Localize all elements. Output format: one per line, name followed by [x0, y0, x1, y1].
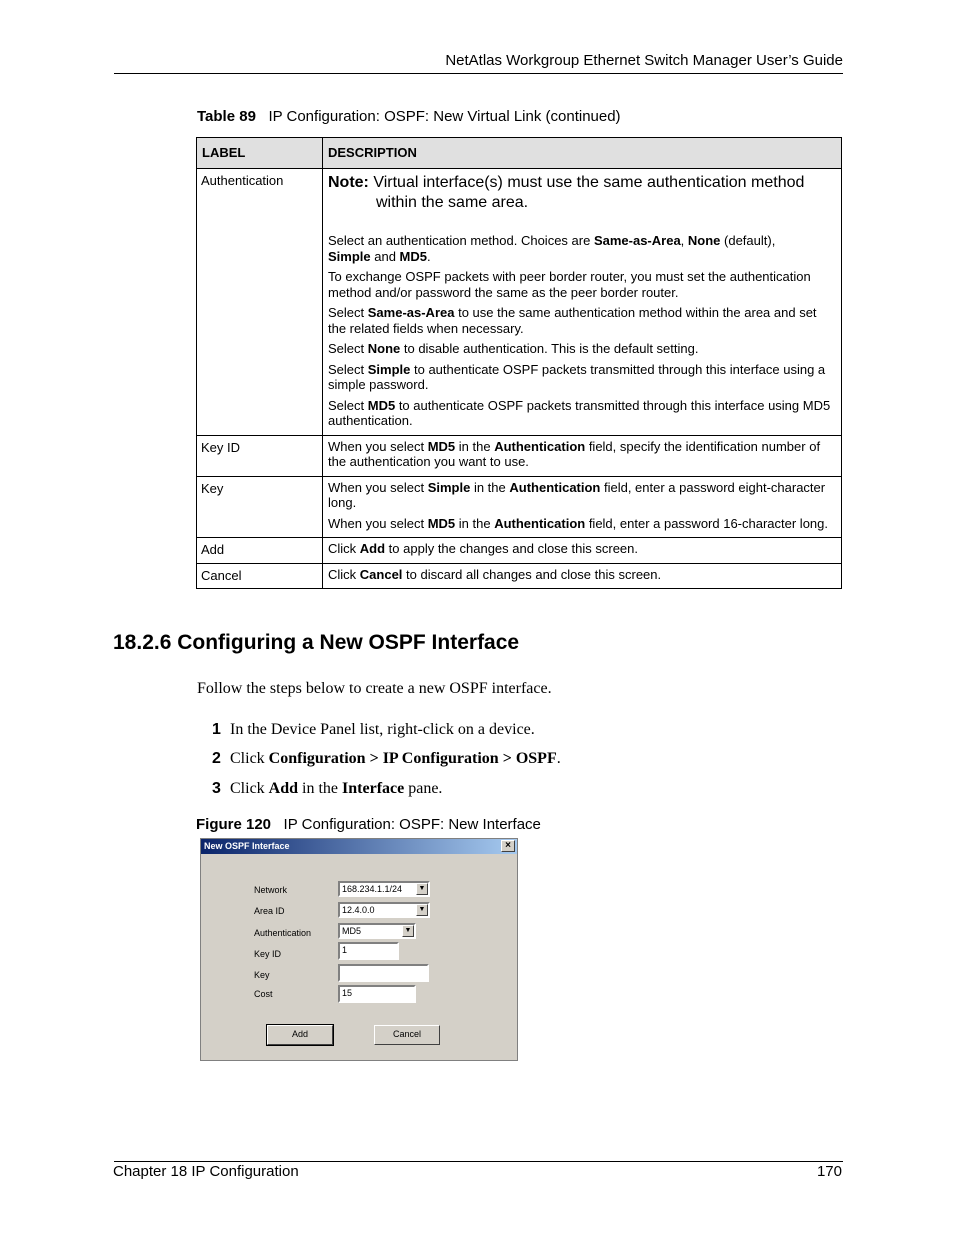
- step-item: [212, 780, 442, 798]
- bold-term: MD5: [367, 397, 396, 413]
- text: Select an authentication method. Choices are: [328, 233, 594, 248]
- paragraph: [328, 567, 836, 583]
- key-input[interactable]: [338, 964, 429, 982]
- text: in the: [455, 515, 495, 531]
- step-text: pane.: [404, 780, 443, 797]
- bold-term: Simple: [328, 248, 371, 264]
- step-number: 2: [212, 750, 221, 767]
- bold-term: Add: [268, 780, 299, 797]
- text: to use the same authentication method within the area and set the related fields when necessary.: [328, 305, 817, 336]
- new-ospf-interface-dialog: [200, 838, 518, 1061]
- cost-label: Cost: [254, 989, 273, 999]
- paragraph: [328, 480, 836, 511]
- figure-caption: [196, 816, 541, 833]
- text: When you select: [328, 479, 428, 495]
- text: to discard all changes and close this screen.: [402, 566, 662, 582]
- table-caption: [197, 108, 621, 125]
- key-label: Key: [254, 970, 270, 980]
- page-number: 170: [816, 1163, 842, 1180]
- text: to authenticate OSPF packets transmitted through this interface using a simple password.: [328, 361, 826, 392]
- note-text: Virtual interface(s) must use the same authentication method: [373, 174, 805, 191]
- authentication-value: MD5: [342, 926, 362, 936]
- table-row-key: [197, 476, 842, 538]
- note: [328, 173, 836, 213]
- bold-term: MD5: [427, 515, 456, 531]
- step-item: [212, 721, 535, 739]
- row-label: Cancel: [197, 563, 323, 589]
- bold-term: MD5: [399, 248, 427, 264]
- bold-term: Add: [359, 541, 386, 556]
- bold-term: Authentication: [509, 479, 601, 495]
- row-description: [323, 169, 842, 436]
- text: Select: [328, 305, 368, 320]
- authentication-label: Authentication: [254, 928, 312, 938]
- table-header-row: [197, 138, 842, 169]
- bold-term: Authentication: [494, 438, 586, 454]
- text: to disable authentication. This is the default setting.: [400, 341, 699, 356]
- paragraph: [328, 305, 836, 336]
- figure-title: IP Configuration: OSPF: New Interface: [283, 816, 541, 833]
- paragraph: [328, 516, 836, 532]
- dialog-titlebar[interactable]: [201, 839, 517, 854]
- network-dropdown[interactable]: [338, 881, 430, 897]
- add-button[interactable]: Add: [267, 1025, 333, 1045]
- key-id-input[interactable]: 1: [338, 942, 399, 960]
- row-label: Key ID: [197, 435, 323, 476]
- text: field, specify the identification number of the authentication you want to use.: [328, 438, 821, 469]
- row-label: Key: [197, 476, 323, 538]
- table-row-add: [197, 538, 842, 564]
- step-text: In the Device Panel list, right-click on a device.: [230, 721, 535, 738]
- description-table: [196, 137, 842, 589]
- step-number: 3: [212, 780, 221, 797]
- bold-term: None: [367, 341, 401, 356]
- header-rule: [114, 73, 843, 74]
- table-row-cancel: [197, 563, 842, 589]
- bold-term: Interface: [342, 780, 405, 797]
- bold-term: Simple: [367, 361, 411, 377]
- text: ,: [680, 233, 688, 248]
- bold-term: Cancel: [359, 566, 403, 582]
- cost-input[interactable]: 15: [338, 985, 416, 1003]
- row-label: Add: [197, 538, 323, 564]
- bold-term: MD5: [427, 438, 456, 454]
- text: and: [370, 248, 400, 264]
- row-description: [323, 538, 842, 564]
- chevron-down-icon[interactable]: ▼: [416, 904, 428, 916]
- paragraph: [328, 362, 836, 393]
- bold-term: Same-as-Area: [367, 305, 455, 320]
- paragraph: To exchange OSPF packets with peer border router, you must set the authentication method and/or password the same as the peer border router.: [328, 269, 811, 300]
- table-number: Table 89: [197, 108, 256, 125]
- footer-rule: [114, 1161, 843, 1162]
- intro-paragraph: Follow the steps below to create a new OSPF interface.: [197, 680, 552, 697]
- bold-term: Configuration > IP Configuration > OSPF: [268, 750, 557, 767]
- step-text: in the: [298, 780, 343, 797]
- close-icon[interactable]: ×: [501, 840, 515, 852]
- dialog-title: New OSPF Interface: [204, 841, 290, 851]
- step-text: Click: [230, 780, 269, 797]
- text: in the: [455, 438, 495, 454]
- description-column-header: DESCRIPTION: [323, 138, 842, 169]
- footer-chapter: Chapter 18 IP Configuration: [113, 1163, 299, 1180]
- text: field, enter a password eight-character long.: [328, 479, 826, 510]
- text: When you select: [328, 438, 428, 454]
- step-number: 1: [212, 721, 221, 738]
- text: to authenticate OSPF packets transmitted through this interface using MD5 authentication.: [328, 397, 831, 428]
- figure-number: Figure 120: [196, 816, 272, 833]
- bold-term: None: [687, 233, 721, 248]
- table-row-authentication: [197, 169, 842, 436]
- area-id-dropdown[interactable]: [338, 902, 430, 918]
- text: Select: [328, 361, 368, 377]
- note-text-cont: within the same area.: [376, 194, 529, 211]
- note-label: Note:: [328, 174, 369, 191]
- cancel-button[interactable]: Cancel: [374, 1025, 440, 1045]
- network-label: Network: [254, 885, 288, 895]
- chevron-down-icon[interactable]: ▼: [416, 883, 428, 895]
- text: Select: [328, 397, 368, 413]
- paragraph: [328, 341, 836, 357]
- text: field, enter a password 16-character long.: [585, 515, 829, 531]
- text: Select: [328, 341, 368, 356]
- text: Click: [328, 566, 360, 582]
- paragraph: [328, 233, 836, 264]
- bold-term: Same-as-Area: [593, 233, 681, 248]
- area-id-label: Area ID: [254, 906, 285, 916]
- row-description: [323, 563, 842, 589]
- step-item: [212, 750, 561, 768]
- step-text: Click: [230, 750, 269, 767]
- text: in the: [470, 479, 510, 495]
- authentication-dropdown[interactable]: [338, 923, 416, 939]
- running-header: NetAtlas Workgroup Ethernet Switch Manager User’s Guide: [445, 52, 843, 69]
- paragraph: [328, 398, 836, 429]
- row-description: [323, 435, 842, 476]
- label-column-header: LABEL: [197, 138, 323, 169]
- paragraph: [328, 541, 836, 557]
- text: Click: [328, 541, 360, 556]
- area-id-value: 12.4.0.0: [342, 905, 375, 915]
- step-text: .: [556, 750, 561, 767]
- section-heading: 18.2.6 Configuring a New OSPF Interface: [113, 631, 520, 654]
- network-value: 168.234.1.1/24: [342, 884, 403, 894]
- text: to apply the changes and close this screen.: [385, 541, 638, 556]
- chevron-down-icon[interactable]: ▼: [402, 925, 414, 937]
- bold-term: Authentication: [494, 515, 586, 531]
- text: When you select: [328, 515, 428, 531]
- text: (default),: [720, 233, 776, 248]
- table-title: IP Configuration: OSPF: New Virtual Link (continued): [268, 108, 621, 125]
- paragraph: [328, 439, 836, 470]
- text: .: [427, 248, 431, 264]
- table-row-key-id: [197, 435, 842, 476]
- row-description: [323, 476, 842, 538]
- row-label: Authentication: [197, 169, 323, 436]
- bold-term: Simple: [427, 479, 471, 495]
- key-id-label: Key ID: [254, 949, 282, 959]
